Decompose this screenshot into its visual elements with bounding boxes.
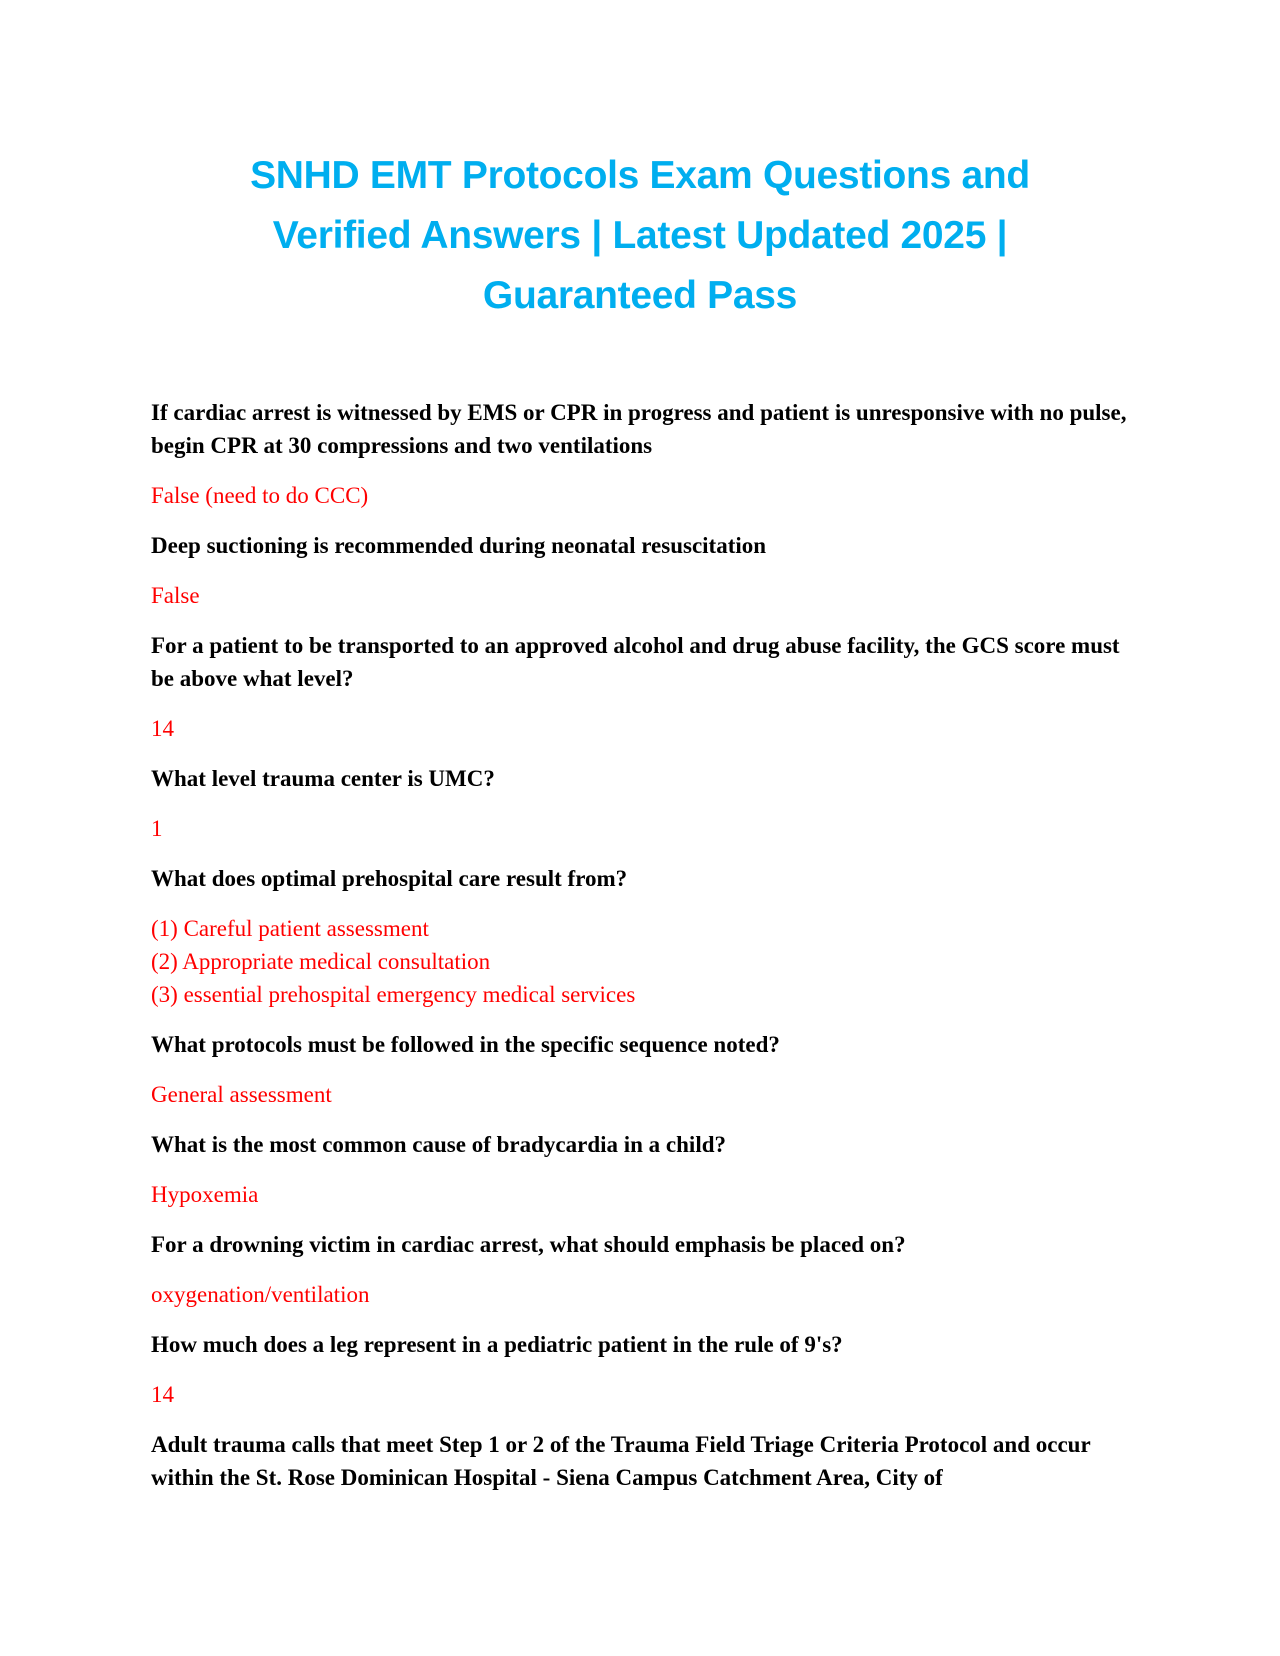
answer-3	[151, 712, 1141, 745]
question-6: What protocols must be followed in the specific sequence noted?	[151, 1032, 780, 1057]
answer-line: Hypoxemia	[151, 1182, 259, 1207]
answer-line-2: (2) Appropriate medical consultation	[151, 949, 491, 974]
answer-2	[151, 579, 1141, 612]
answer-line: 14	[151, 716, 174, 741]
answer-1	[151, 479, 1141, 512]
qa-list	[151, 396, 1141, 1511]
answer-line: oxygenation/ventilation	[151, 1282, 370, 1307]
question-7: What is the most common cause of bradycardia in a child?	[151, 1132, 726, 1157]
answer-7	[151, 1178, 1141, 1211]
answer-9	[151, 1378, 1141, 1411]
title-line-1: SNHD EMT Protocols Exam Questions and	[250, 154, 1030, 197]
question-4: What level trauma center is UMC?	[151, 766, 495, 791]
answer-4	[151, 812, 1141, 845]
answer-line: False (need to do CCC)	[151, 483, 369, 508]
question-8: For a drowning victim in cardiac arrest, what should emphasis be placed on?	[151, 1232, 906, 1257]
answer-8	[151, 1278, 1141, 1311]
answer-5	[151, 912, 1141, 1011]
title-line-2: Verified Answers | Latest Updated 2025 |	[272, 214, 1008, 257]
answer-6	[151, 1078, 1141, 1111]
question-3: For a patient to be transported to an approved alcohol and drug abuse facility, the GCS score must be above what level?	[151, 633, 1120, 691]
question-2: Deep suctioning is recommended during neonatal resuscitation	[151, 533, 767, 558]
answer-line: General assessment	[151, 1082, 332, 1107]
question-1: If cardiac arrest is witnessed by EMS or CPR in progress and patient is unresponsive with no pulse, begin CPR at 30 compressions and two ventilations	[151, 400, 1127, 458]
question-10: Adult trauma calls that meet Step 1 or 2 of the Trauma Field Triage Criteria Protocol and occur within the St. Rose Dominican Hospital - Siena Campus Catchment Area, City of	[151, 1432, 1091, 1490]
answer-line-1: (1) Careful patient assessment	[151, 916, 429, 941]
answer-line-3: (3) essential prehospital emergency medical services	[151, 982, 636, 1007]
question-9: How much does a leg represent in a pediatric patient in the rule of 9's?	[151, 1332, 843, 1357]
answer-line: 1	[151, 816, 163, 841]
document-title	[140, 146, 1140, 326]
answer-line: False	[151, 583, 200, 608]
title-line-3: Guaranteed Pass	[482, 274, 798, 317]
question-5: What does optimal prehospital care result from?	[151, 866, 628, 891]
answer-line: 14	[151, 1382, 174, 1407]
